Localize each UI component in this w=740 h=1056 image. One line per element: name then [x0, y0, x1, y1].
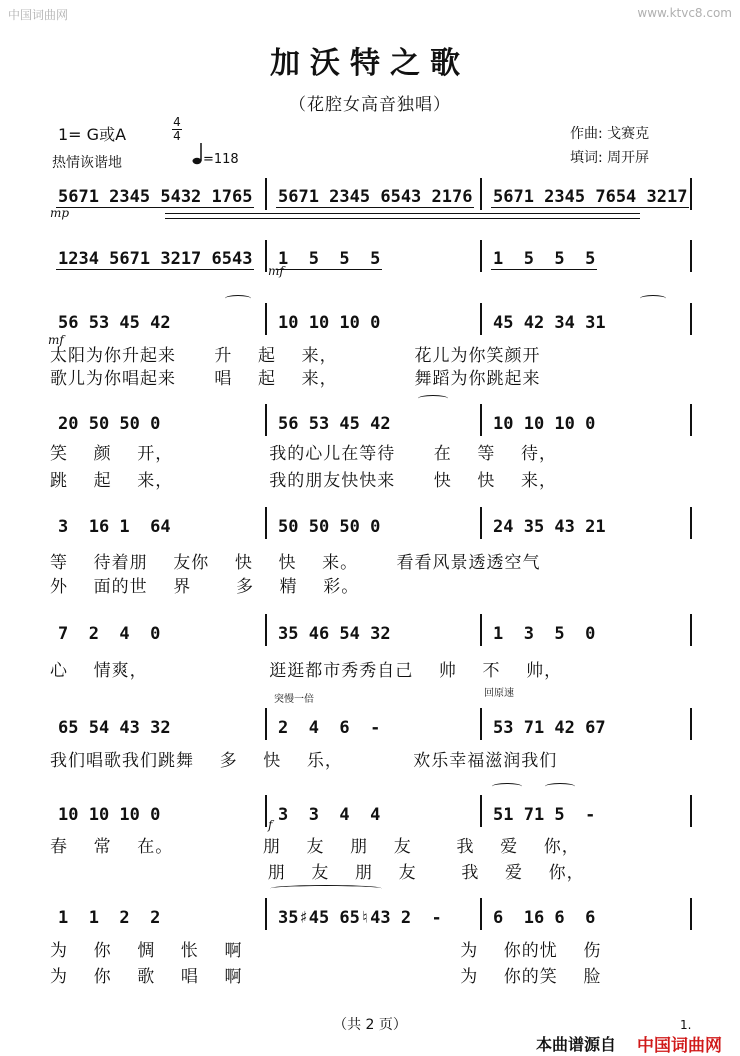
measure: [56, 795, 266, 825]
barline: [265, 303, 267, 335]
lyric-line: 等 待着朋 友你 快 快 来。 看看风景透透空气: [50, 553, 541, 573]
measure-notes: 51 71 5 -: [493, 805, 596, 825]
measure: [276, 614, 481, 644]
barline: [480, 898, 482, 930]
lyric-line: 朋 友 朋 友 我 爱 你，: [50, 863, 585, 883]
measure-notes: 3 3 4 4: [278, 805, 381, 825]
barline: [265, 240, 267, 272]
measure: [276, 178, 481, 208]
lyric-line: 歌儿为你唱起来 唱 起 来， 舞蹈为你跳起来: [50, 369, 541, 389]
lyric-line: 太阳为你升起来 升 起 来， 花儿为你笑颜开: [50, 346, 541, 366]
barline: [265, 614, 267, 646]
hairline-2: [165, 218, 640, 219]
slur-arc: [418, 395, 448, 402]
barline: [690, 404, 692, 436]
measure-notes: 10 10 10 0: [493, 414, 596, 434]
barline: [480, 240, 482, 272]
measure-notes: 20 50 50 0: [58, 414, 161, 434]
measure-notes: 35 46 54 32: [278, 624, 391, 644]
lyric-line: 外 面的世 界 多 精 彩。: [50, 577, 360, 597]
measure-notes: 1 1 2 2: [58, 908, 161, 928]
score-row: [0, 404, 640, 438]
slur-arc: [270, 885, 382, 892]
measure-notes: 65 54 43 32: [58, 718, 171, 738]
watermark-url: www.ktvc8.com: [637, 6, 732, 20]
measure: [276, 898, 481, 928]
lyric-line: 为 你 歌 唱 啊 为 你的笑 脸: [50, 967, 602, 987]
slur-arc: [545, 783, 575, 790]
measure-notes: 45 42 34 31: [493, 313, 606, 333]
song-subtitle: （花腔女高音独唱）: [289, 95, 451, 115]
barline: [690, 795, 692, 827]
measure-notes: 53 71 42 67: [493, 718, 606, 738]
measure: [491, 303, 691, 333]
measure: [56, 178, 266, 208]
measure-notes: 56 53 45 42: [278, 414, 391, 434]
tempo-change-slow: 突慢一倍: [274, 694, 314, 705]
measure: [56, 404, 266, 434]
measure-notes: 5671 2345 6543 2176: [278, 187, 473, 207]
measure-notes: 5671 2345 7654 3217: [493, 187, 688, 207]
measure-notes: 50 50 50 0: [278, 517, 381, 537]
measure-notes: 1 3 5 0: [493, 624, 596, 644]
song-title: 加沃特之歌: [270, 46, 470, 81]
measure-notes: 10 10 10 0: [278, 313, 381, 333]
measure-notes: 10 10 10 0: [58, 805, 161, 825]
measure: [56, 898, 266, 928]
measure-notes: 1 5 5 5: [493, 249, 596, 269]
barline: [265, 795, 267, 827]
lyricist-credit: 填词: 周开屏: [570, 150, 650, 166]
score-row: [0, 898, 640, 932]
measure: [276, 303, 481, 333]
page-number: 1.: [680, 1018, 692, 1032]
slur-arc: [640, 295, 666, 302]
barline: [690, 178, 692, 210]
barline: [480, 178, 482, 210]
score-row: [0, 795, 640, 829]
barline: [265, 898, 267, 930]
score-row: [0, 303, 640, 337]
measure-notes: 24 35 43 21: [493, 517, 606, 537]
tempo-change-return: 回原速: [484, 688, 514, 699]
dynamic-mp: mp: [50, 206, 70, 220]
lyric-line: 我们唱歌我们跳舞 多 快 乐， 欢乐幸福滋润我们: [50, 751, 558, 771]
measure: [276, 404, 481, 434]
measure: [491, 614, 691, 644]
measure: [276, 795, 481, 825]
measure: [491, 708, 691, 738]
lyric-line: 心 情爽， 逛逛都市秀秀自己 帅 不 帅，: [50, 661, 563, 681]
barline: [690, 240, 692, 272]
measure: [491, 507, 691, 537]
lyric-line: 跳 起 来， 我的朋友快快来 快 快 来，: [50, 471, 557, 491]
measure: [56, 303, 266, 333]
barline: [480, 614, 482, 646]
hairline-1: [165, 213, 640, 214]
measure-notes: 6 16 6 6: [493, 908, 596, 928]
score-row: [0, 708, 640, 742]
slur-arc: [225, 295, 251, 302]
barline: [480, 708, 482, 740]
measure-notes: 7 2 4 0: [58, 624, 161, 644]
barline: [690, 303, 692, 335]
barline: [480, 795, 482, 827]
measure-notes: 56 53 45 42: [58, 313, 171, 333]
measure-notes: 5671 2345 5432 1765: [58, 187, 253, 207]
measure: [56, 614, 266, 644]
measure-notes: 1234 5671 3217 6543: [58, 249, 253, 269]
measure-notes: 35♯45 65♮43 2 -: [278, 908, 442, 928]
dynamic-mf: mf: [268, 264, 284, 278]
measure-notes: 1 5 5 5: [278, 249, 381, 269]
measure: [56, 507, 266, 537]
barline: [480, 404, 482, 436]
barline: [690, 898, 692, 930]
barline: [265, 507, 267, 539]
barline: [690, 614, 692, 646]
measure: [491, 178, 691, 208]
measure: [491, 404, 691, 434]
time-numerator: 4: [173, 115, 181, 129]
measure: [276, 507, 481, 537]
lyric-line: 笑 颜 开， 我的心儿在等待 在 等 待，: [50, 444, 557, 464]
score-row: [0, 178, 688, 212]
page-count: （共 2 页）: [333, 1017, 407, 1033]
watermark-site-name: 中国词曲网: [8, 8, 69, 22]
composer-credit: 作曲: 戈赛克: [570, 126, 650, 142]
barline: [480, 303, 482, 335]
barline: [690, 708, 692, 740]
measure: [56, 708, 266, 738]
key-signature: 1= G或A: [58, 125, 127, 144]
score-row: [0, 614, 640, 648]
expression-marking: 热情诙谐地: [52, 155, 122, 171]
dynamic-f: f: [268, 818, 273, 832]
time-denominator: 4: [173, 129, 181, 143]
measure-notes: 2 4 6 -: [278, 718, 381, 738]
tempo-marking: =118: [203, 152, 239, 167]
barline: [265, 178, 267, 210]
dynamic-mf-2: mf: [48, 333, 64, 347]
measure: [276, 240, 481, 270]
measure-notes: 3 16 1 64: [58, 517, 171, 537]
barline: [480, 507, 482, 539]
measure: [491, 898, 691, 928]
measure: [491, 240, 691, 270]
time-signature: [172, 116, 182, 143]
barline: [690, 507, 692, 539]
source-brand-link[interactable]: 中国词曲网: [637, 1036, 722, 1056]
lyric-line: 为 你 惆 怅 啊 为 你的忧 伤: [50, 941, 602, 961]
source-label: 本曲谱源自: [536, 1035, 617, 1054]
slur-arc: [492, 783, 522, 790]
barline: [265, 404, 267, 436]
score-row: [0, 507, 640, 541]
lyric-line: 春 常 在。 朋 友 朋 友 我 爱 你，: [50, 837, 580, 857]
measure: [276, 708, 481, 738]
measure: [56, 240, 266, 270]
barline: [265, 708, 267, 740]
measure: [491, 795, 691, 825]
score-row: [0, 240, 640, 274]
